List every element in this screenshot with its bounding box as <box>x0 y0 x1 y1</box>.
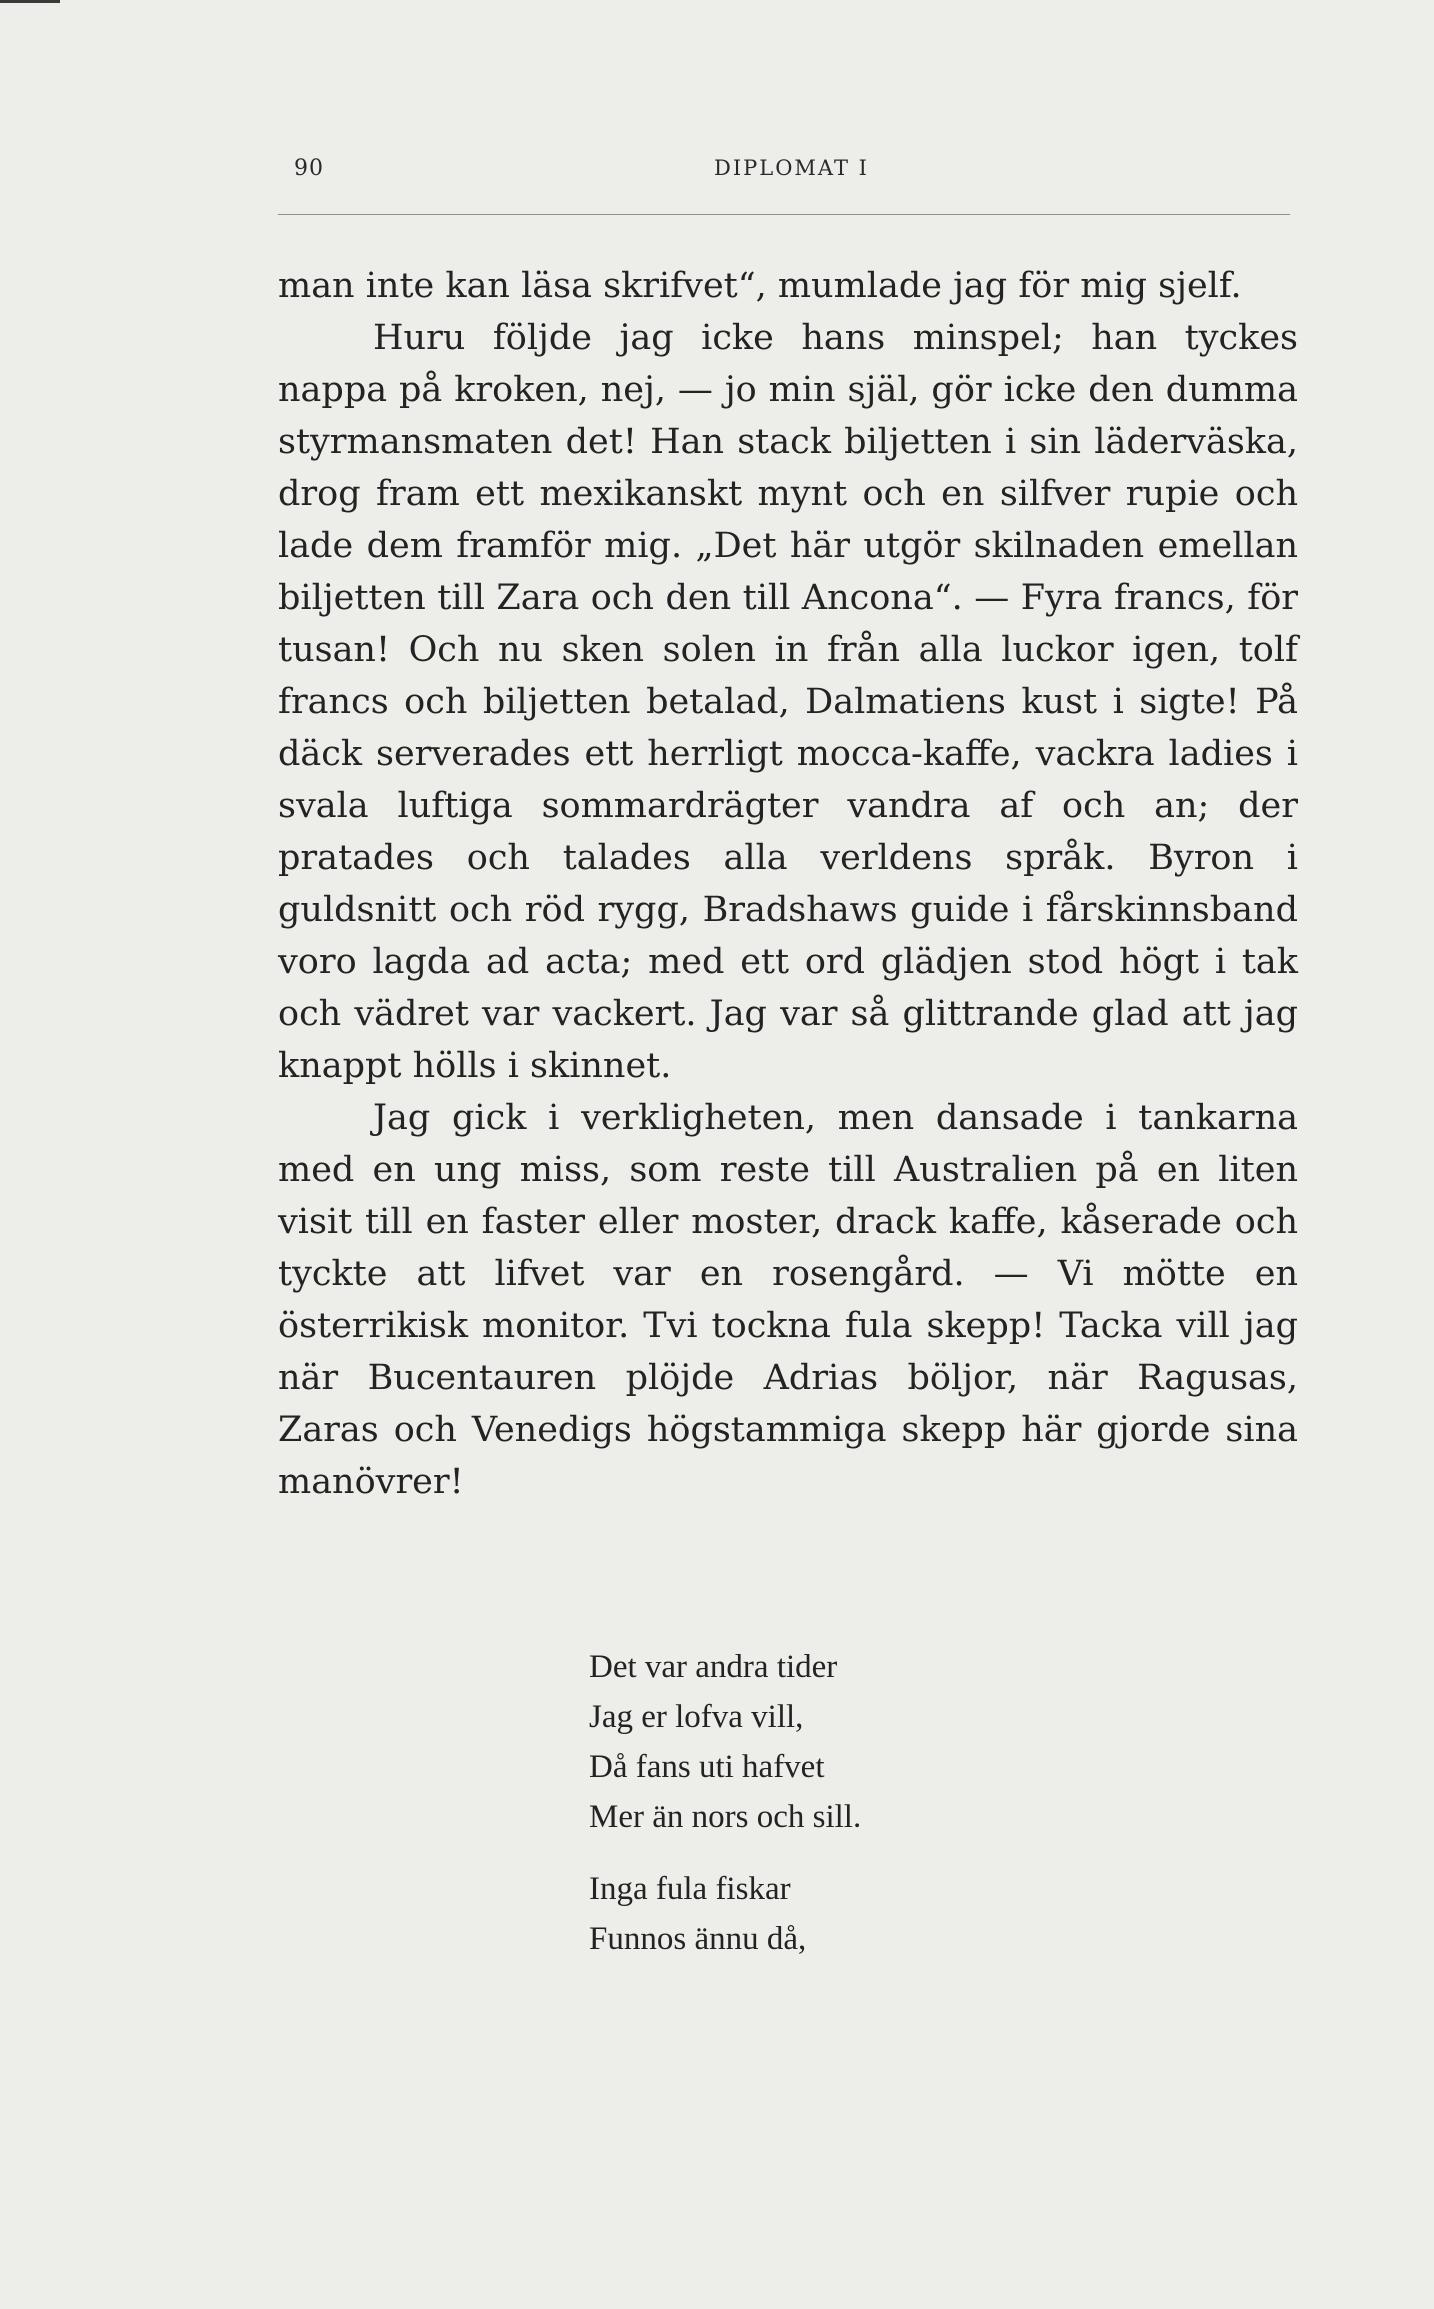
verse-line: Funnos ännu då, <box>589 1921 807 1957</box>
verse-line: Då fans uti hafvet <box>589 1749 825 1785</box>
verse-line: Mer än nors och sill. <box>589 1799 862 1835</box>
verse-line: Jag er lofva vill, <box>589 1699 804 1735</box>
scan-edge-mark <box>0 0 60 3</box>
page-header <box>294 150 1290 190</box>
header-rule <box>278 214 1290 215</box>
page-number: 90 <box>294 156 324 181</box>
poem-stanza <box>589 1642 861 1842</box>
paragraph: Huru följde jag icke hans minspel; han tyckes nappa på kroken, nej, — jo min själ, gör icke den dumma styrmansmaten det! Han stack biljetten i sin läderväska, drog fram ett mexikanskt mynt och en silfver rupie och lade dem framför mig. „Det här utgör skilnaden emellan biljetten till Zara och den till Ancona“. — Fyra francs, för tusan! Och nu sken solen in från alla luckor igen, tolf francs och biljetten betalad, Dalmatiens kust i sigte! På däck serverades ett herrligt mocca-kaffe, vackra ladies i svala luftiga sommardrägter vandra af och an; der pratades och talades alla verldens språk. Byron i guldsnitt och röd rygg, Bradshaws guide i fårskinnsband voro lagda ad acta; med ett ord glädjen stod högt i tak och vädret var vackert. Jag var så glittrande glad att jag knappt hölls i skinnet. <box>278 318 1298 1086</box>
paragraph: Jag gick i verkligheten, men dansade i tankarna med en ung miss, som reste till Australien på en liten visit till en faster eller moster, drack kaffe, kåserade och tyckte att lifvet var en rosengård. — Vi mötte en österrikisk monitor. Tvi tockna fula skepp! Tacka vill jag när Bucentauren plöjde Adrias böljor, när Ragusas, Zaras och Venedigs högstammiga skepp här gjorde sina manövrer! <box>278 1098 1298 1502</box>
poem-stanza <box>589 1864 861 1964</box>
verse-line: Inga fula fiskar <box>589 1871 791 1907</box>
poem <box>589 1642 861 1986</box>
paragraph-continued: man inte kan läsa skrifvet“, mumlade jag för mig sjelf. <box>278 266 1242 306</box>
verse-line: Det var andra tider <box>589 1649 838 1685</box>
body-text <box>278 260 1298 1508</box>
running-head: DIPLOMAT I <box>714 156 869 180</box>
